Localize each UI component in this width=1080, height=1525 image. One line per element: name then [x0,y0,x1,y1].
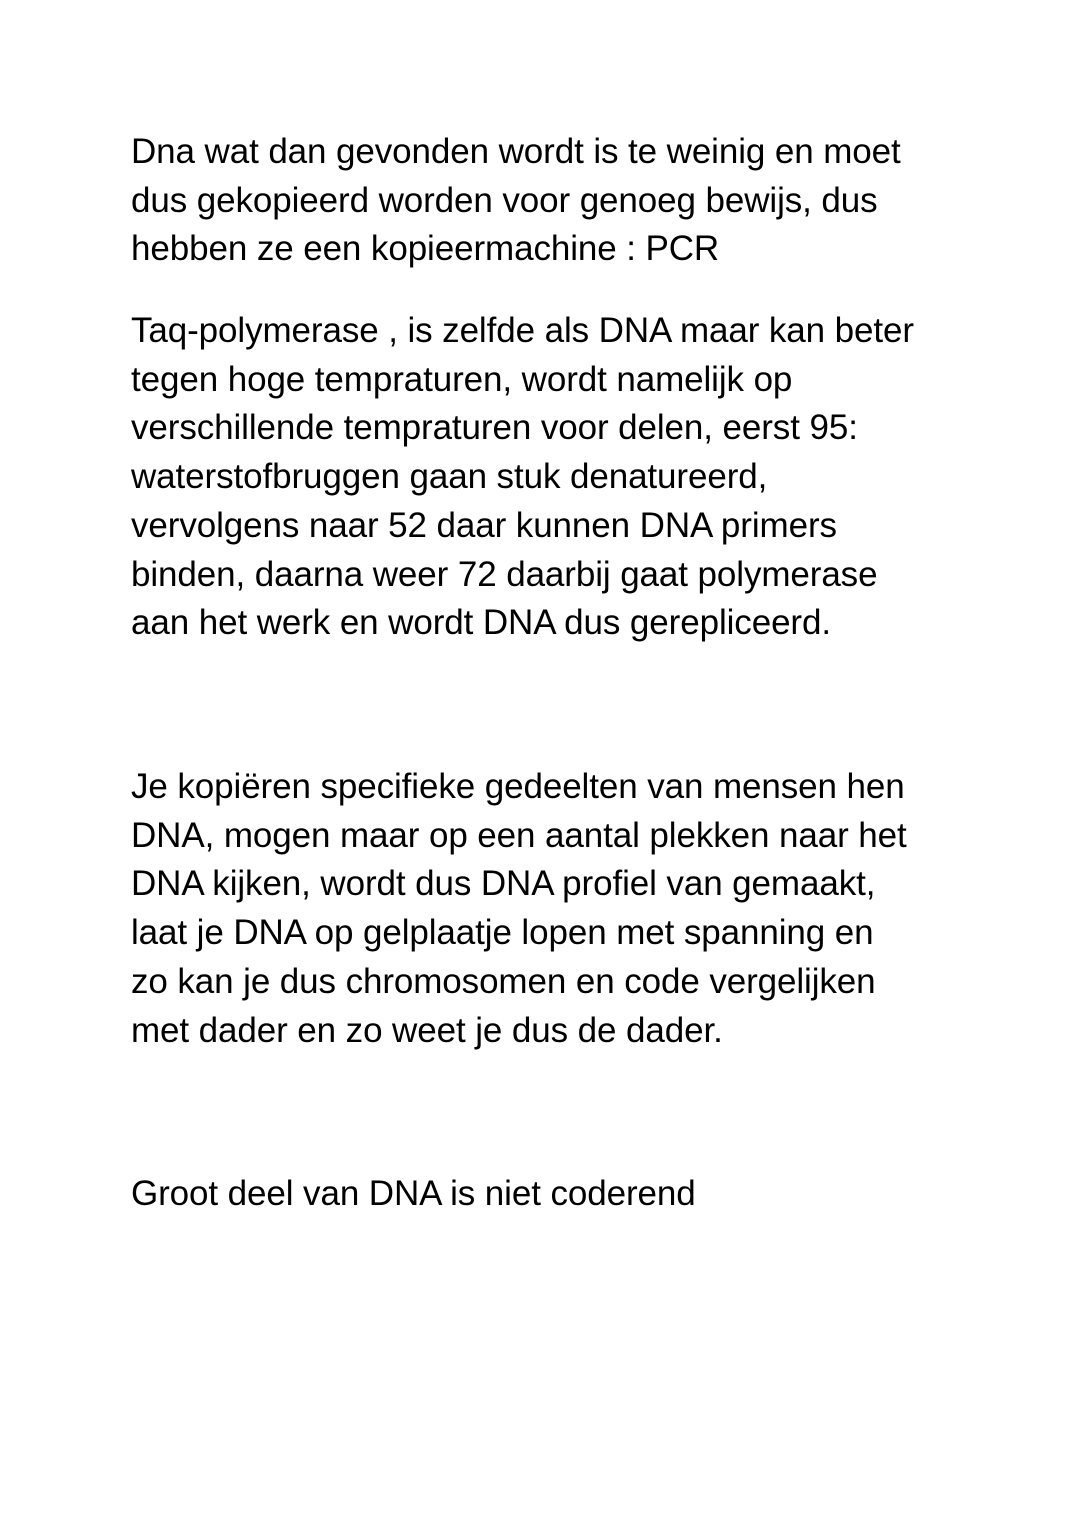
text-line: waterstofbruggen gaan stuk denatureerd, [131,457,768,497]
text-line: met dader en zo weet je dus de dader. [131,1010,723,1050]
text-line: Je kopiëren specifieke gedeelten van mensen hen [131,767,905,806]
text-line: vervolgens naar 52 daar kunnen DNA primers [131,505,837,545]
text-line: Taq-polymerase , is zelfde als DNA maar kan beter [131,311,914,350]
text-line: tegen hoge tempraturen, wordt namelijk op [131,359,793,399]
paragraph-dna-profile [131,763,907,1055]
text-line: Groot deel van DNA is niet coderend [131,1174,696,1213]
paragraph-pcr-intro [131,128,901,274]
text-line: DNA kijken, wordt dus DNA profiel van gemaakt, [131,864,876,904]
text-line: laat je DNA op gelplaatje lopen met spanning en [131,913,874,953]
text-line: hebben ze een kopieermachine : PCR [131,229,720,269]
text-line: DNA, mogen maar op een aantal plekken naar het [131,815,907,855]
text-line: zo kan je dus chromosomen en code vergelijken [131,961,876,1001]
text-line: dus gekopieerd worden voor genoeg bewijs, dus [131,180,878,220]
paragraph-non-coding [131,1170,696,1219]
text-line: binden, daarna weer 72 daarbij gaat polymerase [131,554,878,594]
text-line: aan het werk en wordt DNA dus gerepliceerd. [131,603,831,643]
text-line: Dna wat dan gevonden wordt is te weinig en moet [131,132,901,171]
paragraph-taq-polymerase [131,307,914,648]
text-line: verschillende tempraturen voor delen, eerst 95: [131,408,858,448]
